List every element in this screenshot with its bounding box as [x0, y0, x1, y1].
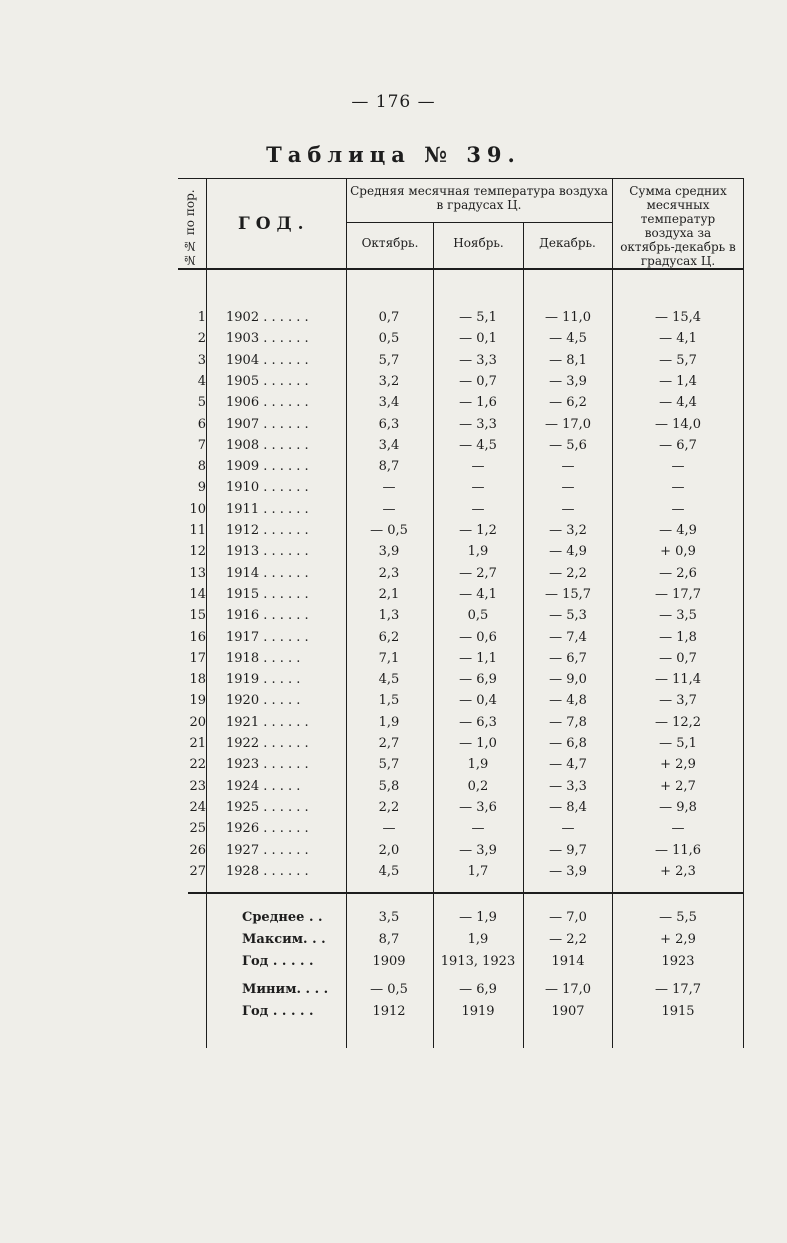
- cell-october: 6,2: [378, 629, 400, 645]
- row-year: 1912 . . . . . .: [226, 523, 309, 538]
- cell-december: —: [561, 821, 575, 837]
- row-number: 18: [189, 672, 206, 688]
- row-year: 1905 . . . . . .: [226, 373, 309, 389]
- cell-november: — 1,2: [459, 523, 497, 538]
- cell-sum: 1915: [661, 1004, 695, 1019]
- cell-sum: + 2,7: [660, 778, 696, 794]
- cell-november: — 3,3: [459, 416, 497, 432]
- cell-december: — 11,0: [544, 310, 592, 325]
- cell-sum: — 4,4: [659, 395, 697, 411]
- cell-december: — 17,0: [544, 982, 592, 997]
- table-row: [178, 864, 744, 885]
- cell-october: 2,0: [378, 842, 400, 858]
- cell-december: — 7,4: [549, 629, 587, 645]
- cell-october: 2,7: [378, 736, 400, 751]
- row-year: 1902 . . . . . .: [226, 310, 309, 325]
- cell-december: — 6,8: [549, 736, 587, 751]
- page-number: — 176 —: [351, 92, 436, 112]
- cell-sum: — 5,1: [659, 736, 697, 751]
- table-row: [178, 800, 744, 821]
- cell-november: —: [471, 501, 485, 517]
- cell-december: — 6,7: [549, 650, 587, 666]
- cell-sum: — 6,7: [659, 437, 697, 453]
- row-year: 1906 . . . . . .: [226, 395, 309, 411]
- row-number: 4: [197, 373, 206, 389]
- cell-sum: — 0,7: [659, 650, 697, 666]
- cell-november: —: [471, 459, 485, 475]
- cell-october: 5,7: [378, 352, 400, 368]
- row-number: 27: [189, 863, 206, 879]
- cell-december: — 3,9: [549, 863, 587, 879]
- header-sum: Сумма средних месячных температур воздуха за октябрь-декабрь в градусах Ц.: [620, 184, 736, 268]
- summary-row: [178, 910, 744, 932]
- cell-december: — 4,9: [549, 544, 587, 560]
- row-number: 7: [197, 437, 206, 453]
- summary-row: [178, 932, 744, 954]
- table-row: [178, 374, 744, 395]
- cell-november: 0,5: [467, 608, 489, 624]
- row-number: 14: [189, 586, 206, 602]
- cell-november: — 1,0: [459, 736, 497, 751]
- cell-october: 0,7: [378, 310, 400, 325]
- cell-october: —: [382, 480, 396, 496]
- cell-sum: — 1,4: [659, 373, 697, 389]
- cell-november: — 3,6: [459, 799, 497, 815]
- top-rule: [178, 178, 744, 179]
- row-year: 1913 . . . . . .: [226, 544, 309, 560]
- cell-november: 1919: [461, 1004, 495, 1019]
- cell-sum: —: [671, 480, 685, 496]
- cell-october: 2,3: [378, 565, 400, 581]
- cell-sum: — 11,4: [654, 672, 702, 688]
- table-row: [178, 715, 744, 736]
- row-number: 9: [197, 480, 206, 496]
- table-row: [178, 566, 744, 587]
- cell-october: 1,5: [378, 693, 400, 709]
- table-row: [178, 395, 744, 416]
- table-row: [178, 608, 744, 629]
- table-row: [178, 417, 744, 438]
- row-number: 22: [189, 757, 206, 773]
- row-number: 12: [189, 544, 206, 560]
- row-year: 1921 . . . . . .: [226, 714, 309, 730]
- cell-october: 3,4: [378, 437, 400, 453]
- cell-october: —: [382, 821, 396, 837]
- summary-label: Максим. . .: [242, 932, 326, 947]
- cell-october: 3,2: [378, 373, 400, 389]
- table-row: [178, 353, 744, 374]
- cell-sum: — 15,4: [654, 310, 702, 325]
- row-number: 24: [189, 799, 206, 815]
- table-row: [178, 693, 744, 714]
- cell-october: 3,9: [378, 544, 400, 560]
- row-number: 6: [197, 416, 206, 432]
- header-october: Октябрь.: [361, 236, 419, 250]
- cell-december: 1914: [551, 954, 585, 969]
- cell-november: — 4,1: [459, 586, 497, 602]
- cell-sum: — 1,8: [659, 629, 697, 645]
- row-number: 16: [189, 629, 206, 645]
- subheader-rule: [346, 222, 612, 223]
- row-number: 10: [189, 501, 206, 517]
- summary-row: [178, 954, 744, 976]
- row-year: 1927 . . . . . .: [226, 842, 309, 858]
- cell-december: — 4,8: [549, 693, 587, 709]
- cell-sum: — 3,7: [659, 693, 697, 709]
- row-year: 1925 . . . . . .: [226, 799, 309, 815]
- cell-october: 0,5: [378, 331, 400, 347]
- cell-sum: — 2,6: [659, 565, 697, 581]
- cell-november: — 4,5: [459, 437, 497, 453]
- cell-october: 1,9: [378, 714, 400, 730]
- cell-december: — 4,7: [549, 757, 587, 773]
- row-year: 1918 . . . . .: [226, 650, 301, 666]
- row-number: 25: [189, 821, 206, 837]
- table-title: Таблица № 39.: [266, 142, 521, 167]
- row-year: 1914 . . . . . .: [226, 565, 309, 581]
- row-number: 1: [197, 310, 206, 325]
- row-year: 1908 . . . . . .: [226, 437, 309, 453]
- cell-december: — 9,7: [549, 842, 587, 858]
- cell-december: — 6,2: [549, 395, 587, 411]
- table-row: [178, 523, 744, 544]
- summary-row: [178, 1004, 744, 1026]
- cell-sum: — 4,9: [659, 523, 697, 538]
- table-row: [178, 843, 744, 864]
- cell-november: — 5,1: [459, 310, 497, 325]
- cell-october: 7,1: [378, 650, 400, 666]
- cell-november: — 1,1: [459, 650, 497, 666]
- header-december: Декабрь.: [539, 236, 596, 250]
- cell-november: —: [471, 821, 485, 837]
- temperature-table: [178, 178, 744, 1048]
- cell-november: — 6,9: [459, 982, 497, 997]
- table-row: [178, 331, 744, 352]
- row-number: 3: [197, 352, 206, 368]
- table-row: [178, 630, 744, 651]
- cell-november: 1,7: [467, 863, 489, 879]
- row-number: 11: [189, 523, 206, 538]
- row-year: 1916 . . . . . .: [226, 608, 309, 624]
- cell-october: — 0,5: [370, 523, 408, 538]
- cell-december: — 3,9: [549, 373, 587, 389]
- table-row: [178, 544, 744, 565]
- cell-november: — 0,7: [459, 373, 497, 389]
- cell-december: — 3,2: [549, 523, 587, 538]
- cell-december: — 5,3: [549, 608, 587, 624]
- table-row: [178, 821, 744, 842]
- cell-november: — 6,9: [459, 672, 497, 688]
- row-year: 1924 . . . . .: [226, 778, 301, 794]
- cell-december: — 8,4: [549, 799, 587, 815]
- cell-sum: + 2,9: [660, 932, 696, 947]
- row-year: 1917 . . . . . .: [226, 629, 309, 645]
- cell-december: — 3,3: [549, 778, 587, 794]
- row-year: 1920 . . . . .: [226, 693, 301, 709]
- header-year: ГОД.: [238, 214, 310, 234]
- summary-row: [178, 982, 744, 1004]
- row-year: 1909 . . . . . .: [226, 459, 309, 475]
- cell-october: 1912: [372, 1004, 406, 1019]
- summary-label: Год . . . . .: [242, 1004, 314, 1019]
- row-year: 1922 . . . . . .: [226, 736, 309, 751]
- summary-label: Среднее . .: [242, 910, 323, 925]
- cell-sum: — 9,8: [659, 799, 697, 815]
- cell-october: 5,7: [378, 757, 400, 773]
- cell-december: — 15,7: [544, 586, 592, 602]
- row-number: 20: [189, 714, 206, 730]
- table-row: [178, 459, 744, 480]
- cell-december: — 5,6: [549, 437, 587, 453]
- header-monthly-temp: Средняя месячная температура воздуха в градусах Ц.: [350, 184, 608, 212]
- cell-sum: — 3,5: [659, 608, 697, 624]
- table-row: [178, 587, 744, 608]
- cell-november: 1,9: [467, 932, 489, 947]
- cell-sum: + 0,9: [660, 544, 696, 560]
- header-november: Ноябрь.: [453, 236, 504, 250]
- row-number: 19: [189, 693, 206, 709]
- cell-october: 5,8: [378, 778, 400, 794]
- cell-sum: —: [671, 821, 685, 837]
- cell-october: 8,7: [378, 932, 400, 947]
- cell-november: 1,9: [467, 757, 489, 773]
- cell-sum: — 17,7: [654, 586, 702, 602]
- cell-sum: — 12,2: [654, 714, 702, 730]
- cell-december: — 17,0: [544, 416, 592, 432]
- cell-december: — 9,0: [549, 672, 587, 688]
- cell-october: 4,5: [378, 672, 400, 688]
- cell-sum: + 2,9: [660, 757, 696, 773]
- header-number: №№ по пор.: [183, 189, 197, 267]
- cell-december: — 2,2: [549, 932, 587, 947]
- cell-sum: —: [671, 459, 685, 475]
- cell-sum: — 11,6: [654, 842, 702, 858]
- table-row: [178, 438, 744, 459]
- row-number: 21: [189, 736, 206, 751]
- header-rule: [178, 268, 744, 270]
- row-year: 1919 . . . . .: [226, 672, 301, 688]
- row-number: 13: [189, 565, 206, 581]
- row-number: 17: [189, 650, 206, 666]
- cell-november: — 0,4: [459, 693, 497, 709]
- cell-december: — 8,1: [549, 352, 587, 368]
- cell-sum: — 4,1: [659, 331, 697, 347]
- cell-sum: —: [671, 501, 685, 517]
- row-year: 1910 . . . . . .: [226, 480, 309, 496]
- cell-december: — 2,2: [549, 565, 587, 581]
- cell-november: — 6,3: [459, 714, 497, 730]
- table-row: [178, 310, 744, 331]
- cell-november: 1913, 1923: [440, 954, 516, 969]
- table-row: [178, 651, 744, 672]
- cell-october: 8,7: [378, 459, 400, 475]
- cell-november: — 0,6: [459, 629, 497, 645]
- cell-december: —: [561, 501, 575, 517]
- cell-october: 6,3: [378, 416, 400, 432]
- cell-november: — 3,3: [459, 352, 497, 368]
- row-number: 2: [197, 331, 206, 347]
- row-year: 1928 . . . . . .: [226, 863, 309, 879]
- cell-sum: + 2,3: [660, 863, 696, 879]
- cell-november: 0,2: [467, 778, 489, 794]
- cell-sum: — 17,7: [654, 982, 702, 997]
- cell-december: 1907: [551, 1004, 585, 1019]
- row-year: 1903 . . . . . .: [226, 331, 309, 347]
- row-number: 8: [197, 459, 206, 475]
- table-row: [178, 480, 744, 501]
- cell-december: —: [561, 480, 575, 496]
- cell-november: — 0,1: [459, 331, 497, 347]
- row-year: 1911 . . . . . .: [226, 501, 309, 517]
- row-number: 15: [189, 608, 206, 624]
- cell-sum: 1923: [661, 954, 695, 969]
- cell-november: — 2,7: [459, 565, 497, 581]
- cell-sum: — 14,0: [654, 416, 702, 432]
- summary-label: Год . . . . .: [242, 954, 314, 969]
- row-number: 5: [197, 395, 206, 411]
- row-year: 1926 . . . . . .: [226, 821, 309, 837]
- cell-october: 2,2: [378, 799, 400, 815]
- row-number: 23: [189, 778, 206, 794]
- cell-october: 1,3: [378, 608, 400, 624]
- cell-december: — 7,8: [549, 714, 587, 730]
- table-row: [178, 672, 744, 693]
- summary-rule: [188, 892, 744, 894]
- cell-december: —: [561, 459, 575, 475]
- cell-october: 4,5: [378, 863, 400, 879]
- cell-sum: — 5,5: [659, 910, 697, 925]
- row-year: 1904 . . . . . .: [226, 352, 309, 368]
- cell-october: —: [382, 501, 396, 517]
- row-number: 26: [189, 842, 206, 858]
- cell-october: 3,5: [378, 910, 400, 925]
- row-year: 1915 . . . . . .: [226, 586, 309, 602]
- cell-december: — 7,0: [549, 910, 587, 925]
- cell-october: 1909: [372, 954, 406, 969]
- table-row: [178, 736, 744, 757]
- table-row: [178, 502, 744, 523]
- cell-november: —: [471, 480, 485, 496]
- row-year: 1923 . . . . . .: [226, 757, 309, 773]
- cell-october: 2,1: [378, 586, 400, 602]
- row-year: 1907 . . . . . .: [226, 416, 309, 432]
- cell-december: — 4,5: [549, 331, 587, 347]
- cell-november: — 3,9: [459, 842, 497, 858]
- table-row: [178, 757, 744, 778]
- cell-november: — 1,6: [459, 395, 497, 411]
- summary-label: Миним. . . .: [242, 982, 329, 997]
- cell-november: — 1,9: [459, 910, 497, 925]
- cell-october: — 0,5: [370, 982, 408, 997]
- cell-november: 1,9: [467, 544, 489, 560]
- cell-october: 3,4: [378, 395, 400, 411]
- table-row: [178, 779, 744, 800]
- cell-sum: — 5,7: [659, 352, 697, 368]
